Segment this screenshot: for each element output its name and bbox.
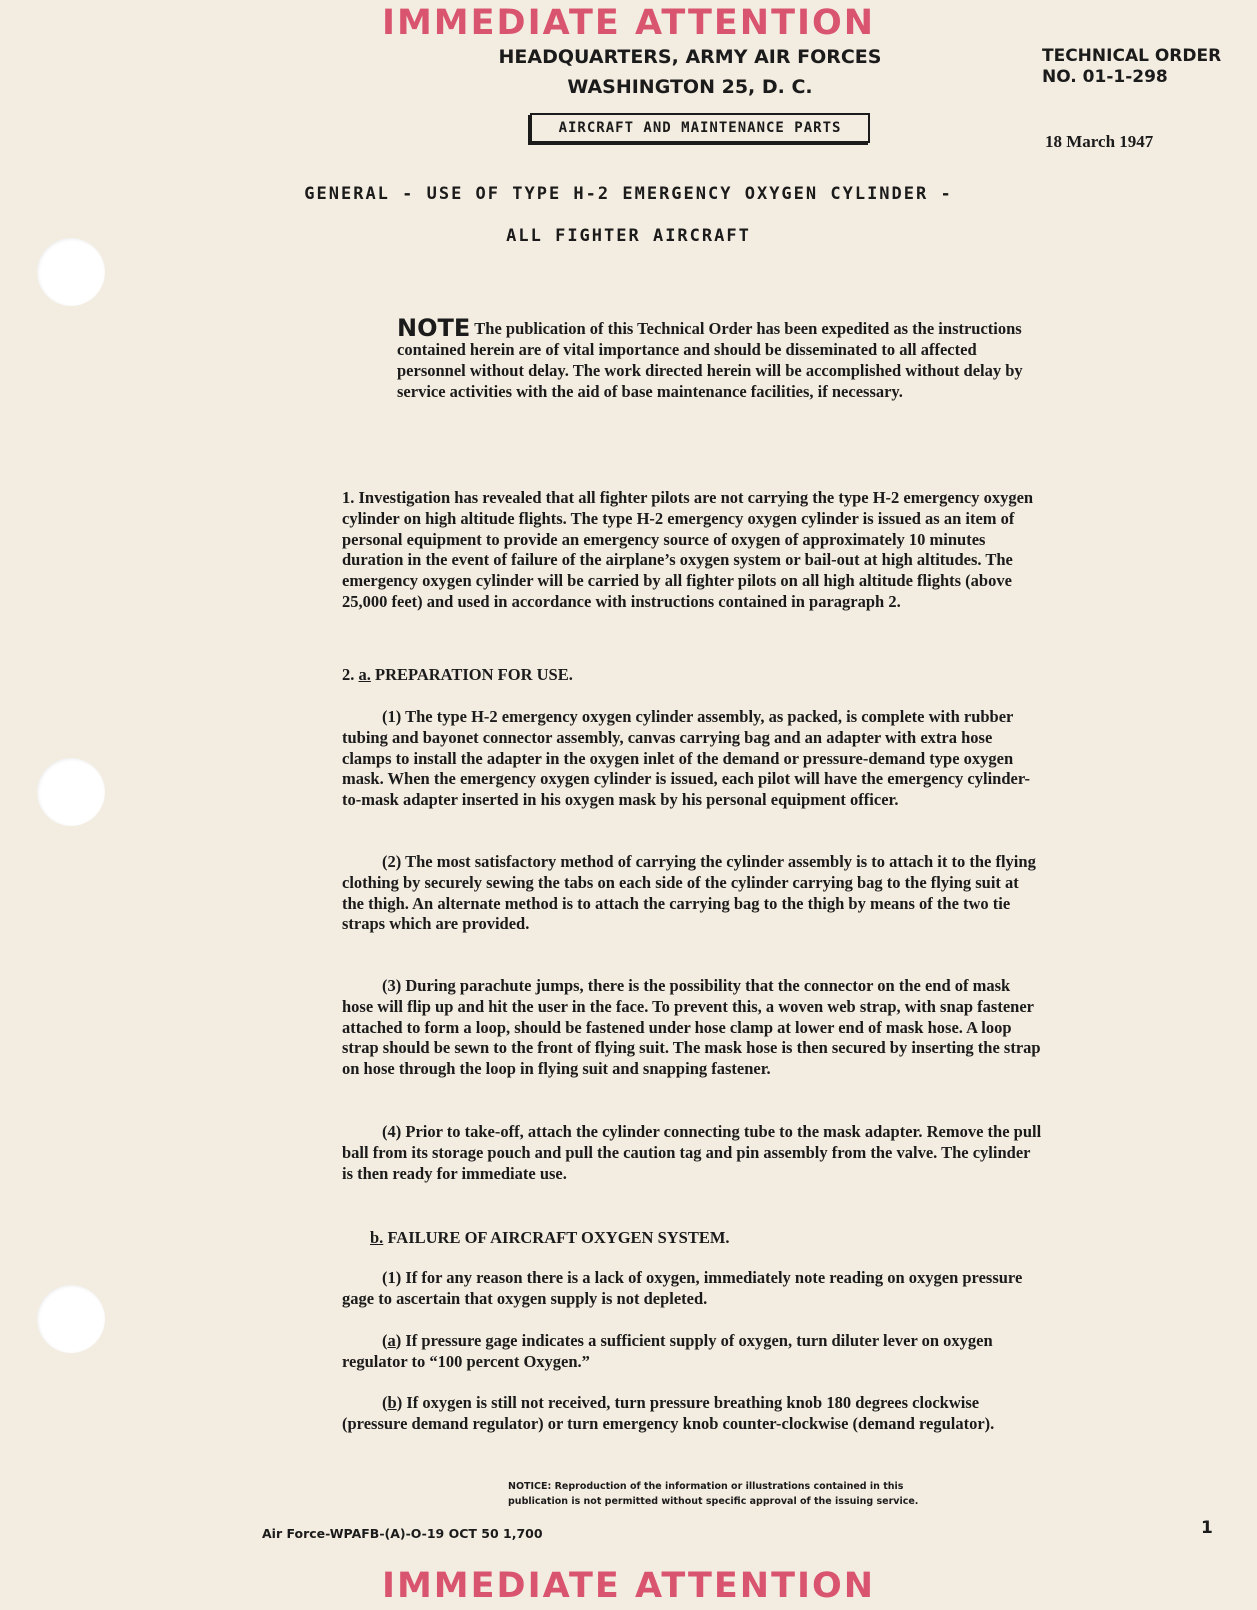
sub-letter: a: [387, 1331, 396, 1350]
notice-line-1: NOTICE: Reproduction of the information or illustrations contained in this: [508, 1481, 904, 1492]
paragraph-2a-2: (2) The most satisfactory method of carrying the cylinder assembly is to attach it to the flying clothing by securely sewing the tabs on each side of the cylinder carrying bag to the flying suit at the thigh. An alternate method is to attach the carrying bag to the thigh by means of the two tie straps which are provided.: [342, 852, 1036, 934]
section-2a-heading: [342, 665, 573, 685]
paragraph-2b-1-b: (b) If oxygen is still not received, turn pressure breathing knob 180 degrees clockwise (pressure demand regulator) or turn emergency knob counter-clockwise (demand regulator).: [342, 1393, 995, 1433]
banner-top: IMMEDIATE ATTENTION: [381, 3, 876, 43]
paragraph-2b-1: (1) If for any reason there is a lack of oxygen, immediately note reading on oxygen pressure gage to ascertain that oxygen supply is not depleted.: [342, 1268, 1023, 1308]
section-letter: a.: [358, 665, 371, 684]
sub-letter: b: [387, 1393, 397, 1412]
paragraph-1: 1. Investigation has revealed that all fighter pilots are not carrying the type H-2 emergency oxygen cylinder on high altitude flights. The type H-2 emergency oxygen cylinder is issued as an item of personal equipment to provide an emergency source of oxygen of approximately 10 minutes duration in the event of failure of the airplane’s oxygen system or bail-out at high altitudes. The emergency oxygen cylinder will be carried by all fighter pilots on all high altitude flights (above 25,000 feet) and used in accordance with instructions contained in paragraph 2.: [342, 488, 1034, 611]
paragraph-2a-4: (4) Prior to take-off, attach the cylinder connecting tube to the mask adapter. Remove the pull ball from its storage pouch and pull the caution tag and pin assembly from the valve. The cylinder is then ready for immediate use.: [342, 1122, 1042, 1183]
page-number: 1: [1201, 1518, 1213, 1538]
note-block: [397, 314, 1047, 402]
section-number: 2.: [342, 665, 355, 684]
banner-bottom: IMMEDIATE ATTENTION: [381, 1566, 876, 1606]
binder-hole-middle: [37, 758, 105, 826]
hq-line-2: WASHINGTON 25, D. C.: [567, 76, 813, 98]
section-title: PREPARATION FOR USE.: [375, 665, 573, 684]
hq-line-1: HEADQUARTERS, ARMY AIR FORCES: [498, 46, 882, 68]
printer-imprint: Air Force-WPAFB-(A)-O-19 OCT 50 1,700: [262, 1526, 543, 1541]
section-2b-heading: [370, 1228, 730, 1248]
issue-date: 18 March 1947: [1045, 132, 1154, 151]
paragraph-2b-1-a: (a) If pressure gage indicates a sufficient supply of oxygen, turn diluter lever on oxygen regulator to “100 percent Oxygen.”: [342, 1331, 993, 1371]
note-text: The publication of this Technical Order has been expedited as the instructions contained herein are of vital importance and should be disseminated to all affected personnel without delay. The work directed herein will be accomplished without delay by service activities with the aid of base maintenance facilities, if necessary.: [397, 319, 1023, 401]
reproduction-notice: [508, 1479, 928, 1509]
section-letter: b.: [370, 1228, 384, 1247]
category-label: AIRCRAFT AND MAINTENANCE PARTS: [530, 113, 870, 143]
sub-text: If pressure gage indicates a sufficient supply of oxygen, turn diluter lever on oxygen regulator to “100 percent Oxygen.”: [342, 1331, 993, 1371]
technical-order-number: NO. 01-1-298: [1042, 67, 1168, 87]
binder-hole-top: [37, 238, 105, 306]
section-title: FAILURE OF AIRCRAFT OXYGEN SYSTEM.: [387, 1228, 730, 1247]
title-line-1: GENERAL - USE OF TYPE H-2 EMERGENCY OXYGEN CYLINDER -: [304, 184, 953, 204]
binder-hole-bottom: [37, 1285, 105, 1353]
notice-line-2: publication is not permitted without specific approval of the issuing service.: [508, 1496, 919, 1507]
paragraph-2a-3: (3) During parachute jumps, there is the possibility that the connector on the end of mask hose will flip up and hit the user in the face. To prevent this, a woven web strap, with snap fastener attached to form a loop, should be fastened under hose clamp at lower end of mask hose. A loop strap should be sewn to the front of flying suit. The mask hose is then secured by inserting the strap on hose through the loop in flying suit and snapping fastener.: [342, 976, 1041, 1079]
sub-text: If oxygen is still not received, turn pressure breathing knob 180 degrees clockwise (pressure demand regulator) or turn emergency knob counter-clockwise (demand regulator).: [342, 1393, 995, 1433]
title-line-2: ALL FIGHTER AIRCRAFT: [506, 226, 751, 246]
paragraph-2a-1: (1) The type H-2 emergency oxygen cylinder assembly, as packed, is complete with rubber tubing and bayonet connector assembly, canvas carrying bag and an adapter with extra hose clamps to install the adapter in the oxygen inlet of the demand or pressure-demand type oxygen mask. When the emergency oxygen cylinder is issued, each pilot will have the emergency cylinder-to-mask adapter inserted in his oxygen mask by his personal equipment officer.: [342, 707, 1031, 810]
note-label: NOTE: [397, 314, 471, 342]
technical-order-label: TECHNICAL ORDER: [1042, 46, 1222, 66]
